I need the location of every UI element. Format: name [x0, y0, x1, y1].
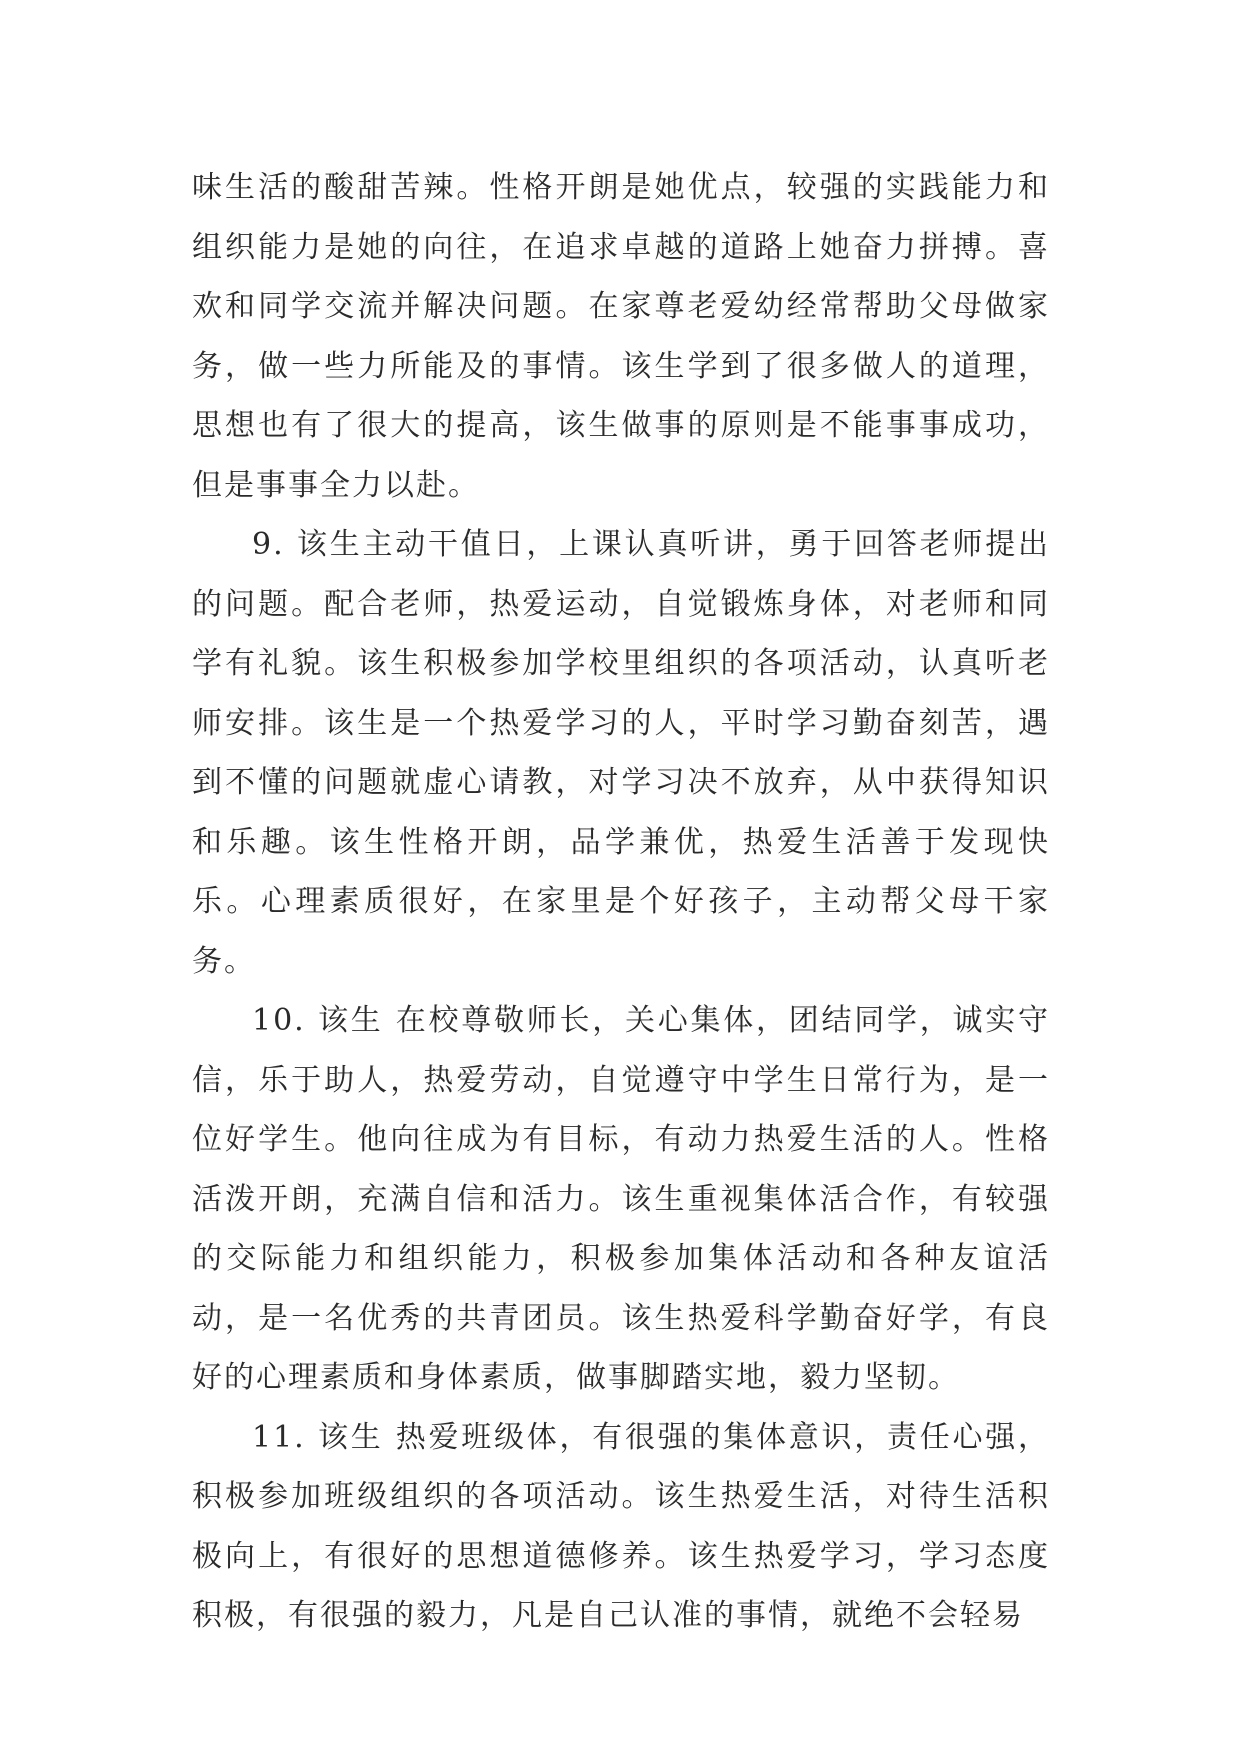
document-body [192, 158, 1050, 1646]
paragraph-continuation: 味生活的酸甜苦辣。性格开朗是她优点，较强的实践能力和组织能力是她的向往，在追求卓越的道路上她奋力拼搏。喜欢和同学交流并解决问题。在家尊老爱幼经常帮助父母做家务，做一些力所能及的事情。该生学到了很多做人的道理，思想也有了很大的提高，该生做事的原则是不能事事成功，但是事事全力以赴。 [192, 170, 1050, 503]
paragraph-item-10: 10. 该生 在校尊敬师长，关心集体，团结同学，诚实守信，乐于助人，热爱劳动，自觉遵守中学生日常行为，是一位好学生。他向往成为有目标，有动力热爱生活的人。性格活泼开朗，充满自信和活力。该生重视集体活合作，有较强的交际能力和组织能力，积极参加集体活动和各种友谊活动，是一名优秀的共青团员。该生热爱科学勤奋好学，有良好的心理素质和身体素质，做事脚踏实地，毅力坚韧。 [192, 1003, 1050, 1395]
paragraph-item-9: 9. 该生主动干值日，上课认真听讲，勇于回答老师提出的问题。配合老师，热爱运动，自觉锻炼身体，对老师和同学有礼貌。该生积极参加学校里组织的各项活动，认真听老师安排。该生是一个热爱学习的人，平时学习勤奋刻苦，遇到不懂的问题就虚心请教，对学习决不放弃，从中获得知识和乐趣。该生性格开朗，品学兼优，热爱生活善于发现快乐。心理素质很好，在家里是个好孩子，主动帮父母干家务。 [192, 527, 1050, 979]
paragraph-item-11: 11. 该生 热爱班级体，有很强的集体意识，责任心强，积极参加班级组织的各项活动。该生热爱生活，对待生活积极向上，有很好的思想道德修养。该生热爱学习，学习态度积极，有很强的毅力，凡是自己认准的事情，就绝不会轻易 [192, 1419, 1050, 1633]
